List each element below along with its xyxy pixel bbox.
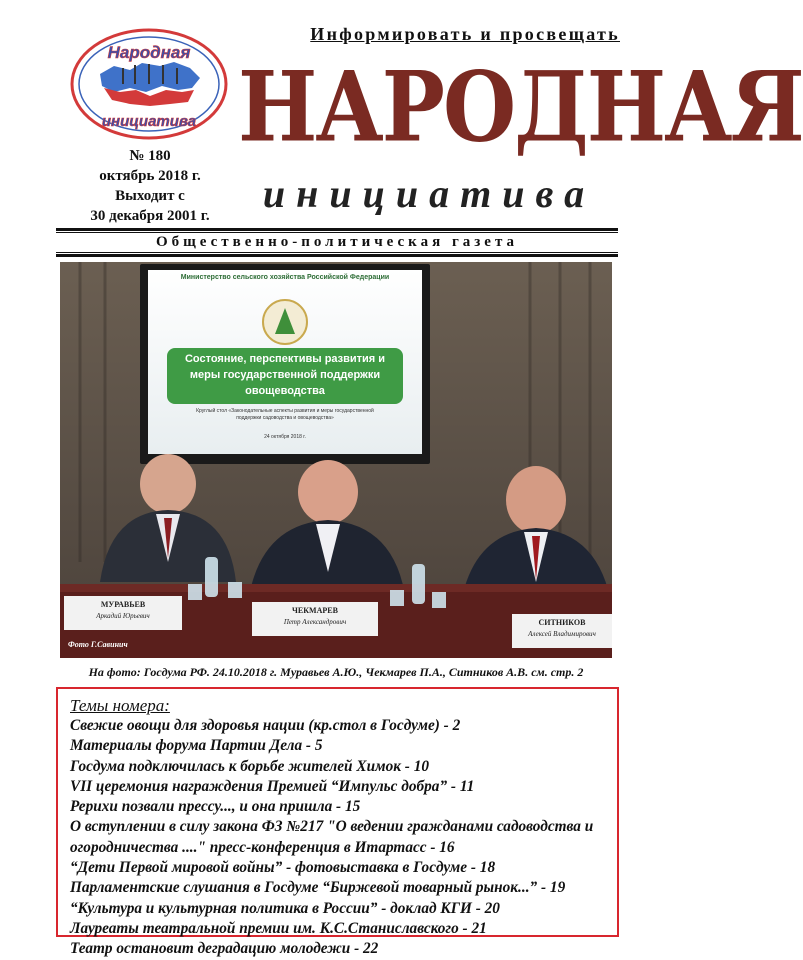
topic-item: VII церемония награждения Премией “Импульс добра” - 11	[70, 777, 475, 795]
issue-info	[60, 146, 240, 226]
logo-top-text: Народная	[107, 43, 191, 62]
nameplate-left-name: Аркадий Юрьевич	[96, 612, 150, 620]
topic-item: Рерихи позвали прессу..., и она пришла - 15	[70, 798, 361, 816]
subtitle-rule-thin	[56, 252, 618, 253]
slide-ministry: Министерство сельского хозяйства Российской Федерации	[180, 274, 390, 281]
slide-date: 24 октября 2018 г.	[264, 434, 306, 440]
newspaper-logo	[70, 28, 228, 140]
nameplate-center-surname: ЧЕКМАРЕВ	[292, 606, 338, 615]
topic-item: Лауреаты театральной премии им. К.С.Станиславского - 21	[70, 919, 487, 937]
photo-credit: Фото Г.Савинич	[68, 640, 128, 649]
newspaper-title-sub: инициатива	[262, 171, 596, 216]
topics-heading: Темы номера:	[70, 696, 170, 715]
issue-since-date: 30 декабря 2001 г.	[90, 208, 210, 224]
nameplate-right-surname: СИТНИКОВ	[538, 618, 586, 627]
topic-item: Госдума подключилась к борьбе жителей Химок - 10	[70, 757, 430, 775]
issue-since-label: Выходит с	[115, 188, 185, 204]
topic-item: О вступлении в силу закона ФЗ №217 "О ведении гражданами садоводства и огородничества ...." пресс-конференция в Итартасс - 16	[70, 818, 594, 856]
slide-subtitle: Круглый стол «Законодательные аспекты развития и меры государственной поддержки садоводства и овощеводства»	[196, 408, 374, 421]
topic-item: “Дети Первой мировой войны” - фотовыставка в Госдуме - 18	[70, 859, 496, 877]
issue-date: октябрь 2018 г.	[99, 168, 201, 184]
newspaper-title: НАРОДНАЯ	[238, 49, 803, 164]
nameplate-right-name: Алексей Владимирович	[528, 630, 596, 638]
logo-bottom-text: инициатива	[101, 113, 197, 130]
photo-caption: На фото: Госдума РФ. 24.10.2018 г. Муравьев А.Ю., Чекмарев П.А., Ситников А.В. см. стр. 2	[88, 665, 584, 679]
topic-item: Материалы форума Партии Дела - 5	[70, 737, 323, 755]
topic-item: Театр остановит деградацию молодежи - 22	[70, 940, 379, 958]
front-photo	[60, 262, 612, 658]
newspaper-subtitle: Общественно-политическая газета	[155, 234, 519, 250]
masthead-rule	[56, 228, 618, 231]
masthead-rule-thin	[56, 232, 618, 233]
nameplate-center-name: Петр Александрович	[283, 618, 347, 626]
subtitle-rule	[56, 254, 618, 257]
slogan: Информировать и просвещать	[310, 24, 620, 44]
nameplate-left-surname: МУРАВЬЕВ	[100, 600, 146, 609]
issue-number: № 180	[129, 148, 171, 164]
person-center	[248, 460, 406, 602]
slide-title: Состояние, перспективы развития и меры государственной поддержки овощеводства	[184, 353, 386, 397]
issue-topics-box	[56, 687, 619, 958]
topic-item: “Культура и культурная политика в России” - доклад КГИ - 20	[70, 899, 500, 917]
topic-item: Парламентские слушания в Госдуме “Биржевой товарный рынок...” - 19	[70, 879, 566, 897]
topic-item: Свежие овощи для здоровья нации (кр.стол в Госдуме) - 2	[70, 717, 461, 734]
